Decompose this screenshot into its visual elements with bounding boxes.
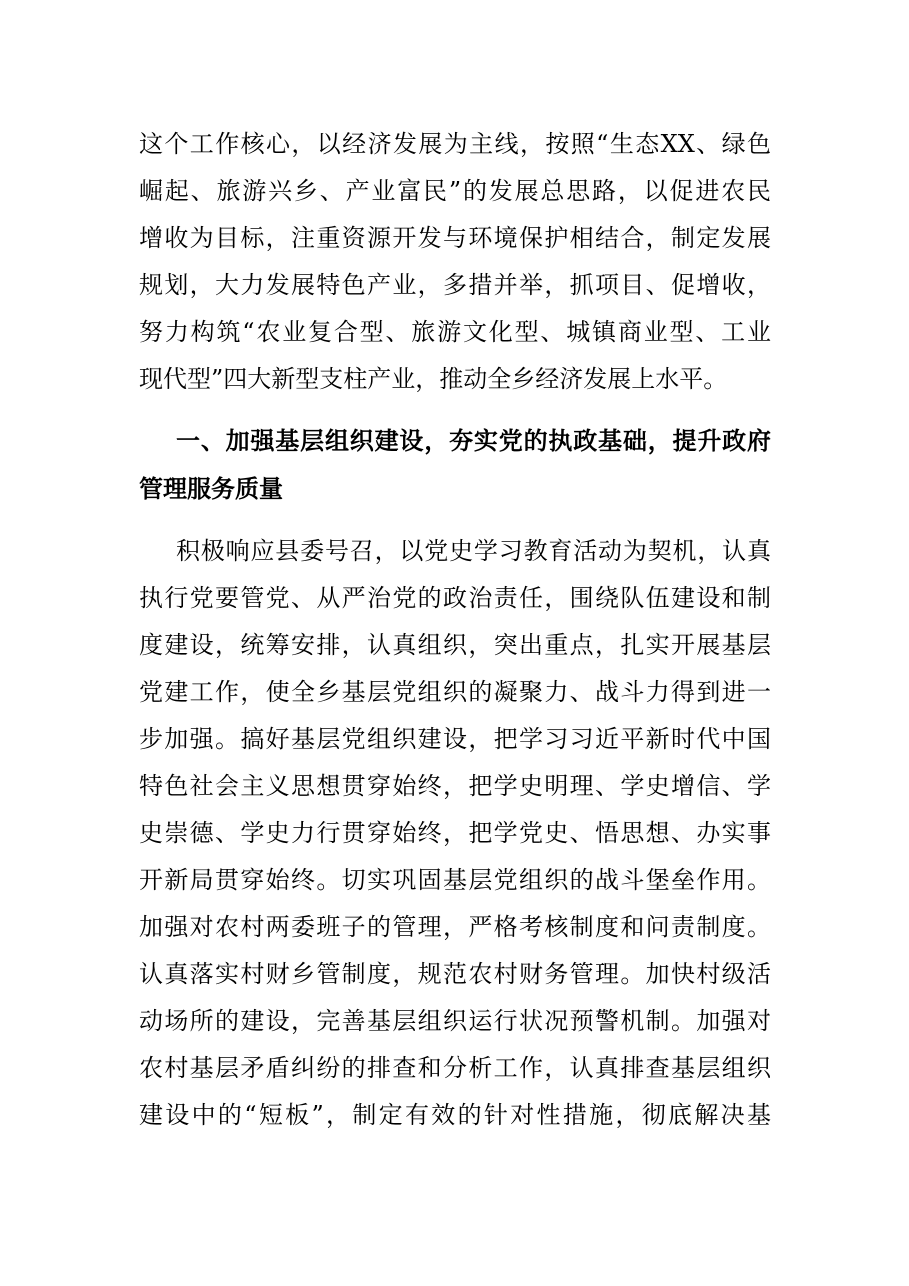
body-line: 认真落实村财乡管制度，规范农村财务管理。加快村级活 [139, 960, 771, 988]
body-line: 党建工作，使全乡基层党组织的凝聚力、战斗力得到进一 [139, 678, 771, 706]
body-line: 史崇德、学史力行贯穿始终，把学党史、悟思想、办实事 [139, 819, 771, 847]
intro-line: 规划，大力发展特色产业，多措并举，抓项目、促增收， [139, 271, 771, 299]
body-line: 动场所的建设，完善基层组织运行状况预警机制。加强对 [139, 1007, 771, 1035]
section-heading-line: 管理服务质量 [139, 475, 283, 503]
intro-line: 这个工作核心，以经济发展为主线，按照“生态XX、绿色 [139, 130, 771, 158]
body-line: 建设中的“短板”，制定有效的针对性措施，彻底解决基 [139, 1101, 771, 1129]
intro-line: 崛起、旅游兴乡、产业富民”的发展总思路，以促进农民 [139, 177, 771, 205]
intro-line: 现代型”四大新型支柱产业，推动全乡经济发展上水平。 [139, 365, 728, 393]
body-line: 积极响应县委号召，以党史学习教育活动为契机，认真 [176, 537, 771, 565]
intro-line: 增收为目标，注重资源开发与环境保护相结合，制定发展 [139, 224, 771, 252]
body-line: 特色社会主义思想贯穿始终，把学史明理、学史增信、学 [139, 772, 771, 800]
body-line: 执行党要管党、从严治党的政治责任，围绕队伍建设和制 [139, 584, 771, 612]
body-line: 度建设，统筹安排，认真组织，突出重点，扎实开展基层 [139, 631, 771, 659]
body-line: 步加强。搞好基层党组织建设，把学习习近平新时代中国 [139, 725, 771, 753]
intro-line: 努力构筑“农业复合型、旅游文化型、城镇商业型、工业 [139, 318, 771, 346]
body-line: 开新局贯穿始终。切实巩固基层党组织的战斗堡垒作用。 [139, 866, 771, 894]
body-line: 农村基层矛盾纠纷的排查和分析工作，认真排查基层组织 [139, 1054, 771, 1082]
section-heading-line: 一、加强基层组织建设，夯实党的执政基础，提升政府 [176, 427, 771, 455]
body-line: 加强对农村两委班子的管理，严格考核制度和问责制度。 [139, 913, 771, 941]
